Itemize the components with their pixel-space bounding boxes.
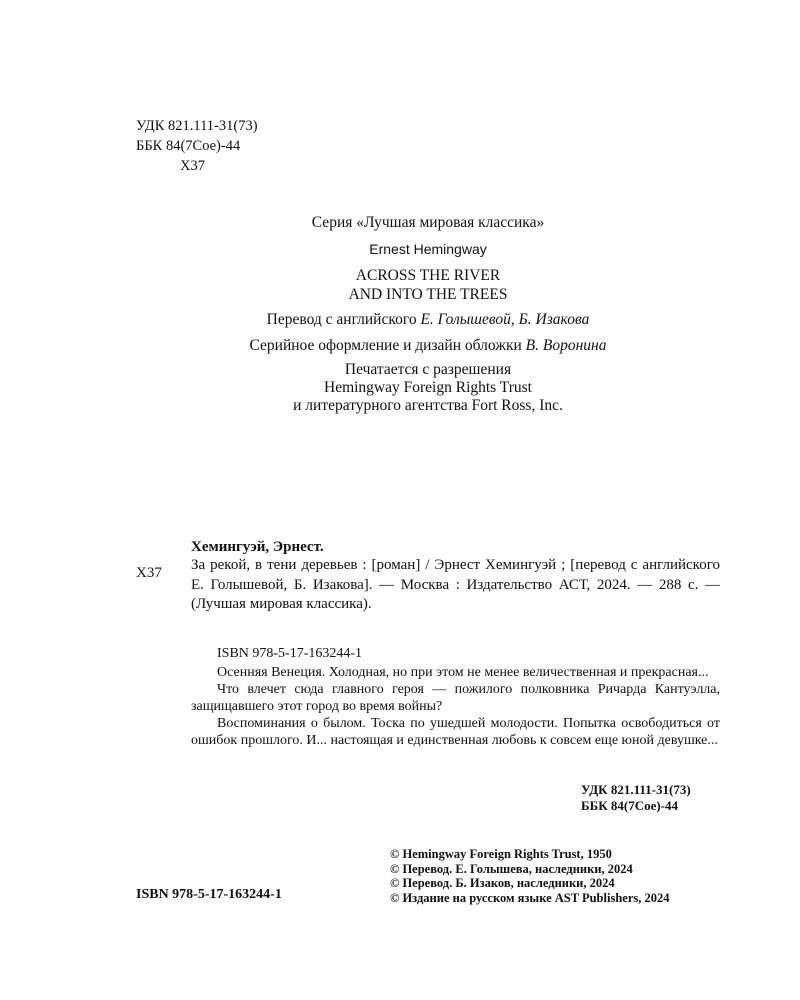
design-prefix: Серийное оформление и дизайн обложки <box>249 337 526 354</box>
footer-isbn: ISBN 978-5-17-163244-1 <box>136 887 282 902</box>
designer: В. Воронина <box>525 337 607 354</box>
udk-code: УДК 821.111-31(73) <box>136 118 258 134</box>
permission-line-2: Hemingway Foreign Rights Trust <box>324 379 532 396</box>
card-mark: Х37 <box>136 565 162 581</box>
permission-line-1: Печатается с разрешения <box>344 361 512 378</box>
annotation-paragraph: Воспоминания о былом. Тоска по ушедшей молодости. Попытка освободиться от ошибок прошлого. И... настоящая и единственная любовь к совсем еще юной девушке... <box>191 716 720 748</box>
copyright-line: © Издание на русском языке AST Publishers, 2024 <box>390 890 670 905</box>
series-line: Серия «Лучшая мировая классика» <box>311 214 545 231</box>
card-udk: УДК 821.111-31(73) <box>581 782 691 797</box>
translation-prefix: Перевод с английского <box>266 311 421 328</box>
card-bbk: ББК 84(7Сое)-44 <box>581 797 679 813</box>
annotation <box>191 664 720 749</box>
original-title-line1: ACROSS THE RIVER <box>355 267 501 284</box>
bbk-code: ББК 84(7Сое)-44 <box>136 138 241 154</box>
permission-line-3: и литературного агентства Fort Ross, Inc. <box>293 397 563 414</box>
author-mark: Х37 <box>180 158 205 174</box>
copyright-line: © Перевод. Б. Изаков, наследники, 2024 <box>390 876 615 890</box>
design-credit <box>130 337 726 355</box>
card-codes <box>581 782 691 813</box>
annotation-paragraph: Осенняя Венеция. Холодная, но при этом не менее величественная и прекрасная... <box>217 665 709 680</box>
card-author: Хемингуэй, Эрнест. <box>191 539 324 555</box>
copyright-line: © Hemingway Foreign Rights Trust, 1950 <box>390 847 612 861</box>
original-title-line2: AND INTO THE TREES <box>348 286 508 303</box>
translators: Е. Голышевой, Б. Изакова <box>420 311 590 328</box>
translation-credit <box>130 311 726 329</box>
card-isbn: ISBN 978-5-17-163244-1 <box>217 646 363 661</box>
catalog-card <box>136 538 720 813</box>
copyright-block <box>390 847 670 905</box>
original-author: Ernest Hemingway <box>369 241 487 257</box>
copyright-line: © Перевод. Е. Голышева, наследники, 2024 <box>390 861 633 876</box>
title-block <box>130 0 726 430</box>
annotation-paragraph: Что влечет сюда главного героя — пожилого полковника Ричарда Кантуэлла, защищавшего этот город во время войны? <box>191 682 720 714</box>
bibliographic-description: За рекой, в тени деревьев : [роман] / Эрнест Хемингуэй ; [перевод с английского Е. Голышевой, Б. Изакова]. — Москва : Издательство АСТ, 2024. — 288 с. — (Лучшая мировая классика). <box>191 557 720 612</box>
